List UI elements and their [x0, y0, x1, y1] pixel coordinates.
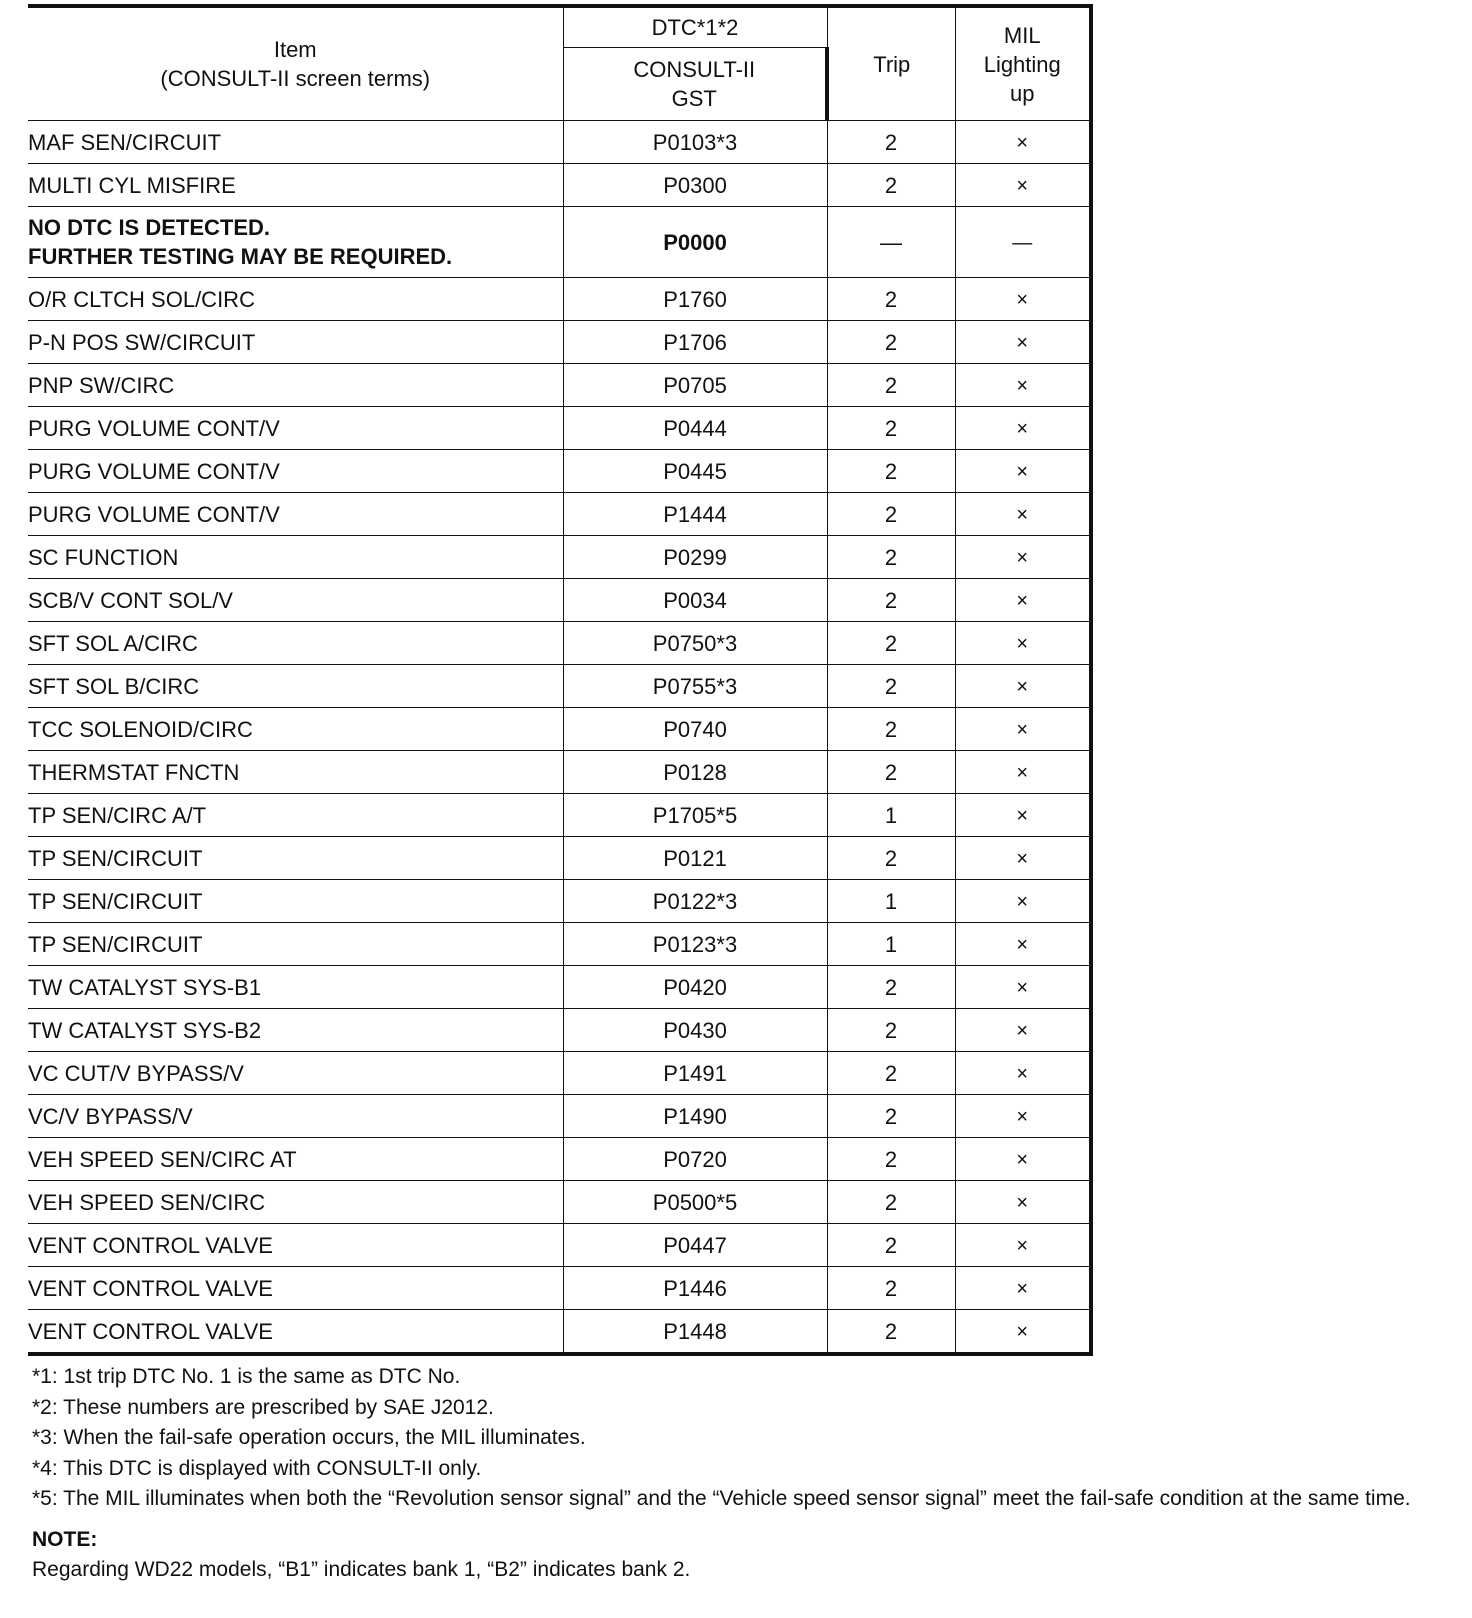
mil-cell [955, 1009, 1091, 1052]
trip-cell: 2 [827, 579, 955, 622]
table-row [28, 321, 1091, 364]
header-consult: CONSULT-II [633, 57, 756, 83]
note-text: Regarding WD22 models, “B1” indicates bank 1, “B2” indicates bank 2. [32, 1558, 691, 1581]
mil-mark: × [1016, 503, 1029, 526]
mil-mark: × [1016, 1105, 1029, 1128]
dtc-code-cell: P1760 [563, 278, 827, 321]
trip-cell: 2 [827, 407, 955, 450]
mil-mark: × [1016, 417, 1029, 440]
item-cell: VEH SPEED SEN/CIRC AT [28, 1138, 563, 1181]
mil-mark: × [1016, 1320, 1029, 1343]
mil-mark: × [1016, 1234, 1029, 1257]
mil-mark: × [1016, 288, 1029, 311]
mil-cell [955, 837, 1091, 880]
mil-cell [955, 450, 1091, 493]
mil-cell [955, 1052, 1091, 1095]
trip-cell: 2 [827, 536, 955, 579]
item-cell: VENT CONTROL VALVE [28, 1310, 563, 1355]
item-cell: SCB/V CONT SOL/V [28, 579, 563, 622]
trip-cell: 2 [827, 622, 955, 665]
footnotes [32, 1362, 1452, 1586]
table-row [28, 450, 1091, 493]
dtc-code-cell: P0122*3 [563, 880, 827, 923]
mil-mark: × [1016, 131, 1029, 154]
header-item [28, 6, 563, 121]
dtc-table-header [28, 6, 1091, 121]
item-cell: PURG VOLUME CONT/V [28, 407, 563, 450]
trip-cell: 2 [827, 1224, 955, 1267]
item-cell: TW CATALYST SYS-B2 [28, 1009, 563, 1052]
header-trip: Trip [827, 6, 955, 121]
item-cell: TP SEN/CIRC A/T [28, 794, 563, 837]
trip-cell: 2 [827, 321, 955, 364]
mil-mark: × [1016, 718, 1029, 741]
dtc-table-body [28, 121, 1091, 1355]
mil-cell [955, 923, 1091, 966]
mil-cell [955, 407, 1091, 450]
mil-mark: × [1016, 632, 1029, 655]
trip-cell: — [827, 207, 955, 278]
item-cell: TCC SOLENOID/CIRC [28, 708, 563, 751]
mil-mark: × [1016, 1191, 1029, 1214]
header-mil-line1: MIL [1003, 22, 1041, 48]
dtc-code-cell: P0705 [563, 364, 827, 407]
mil-mark: × [1016, 1277, 1029, 1300]
dtc-code-cell: P1491 [563, 1052, 827, 1095]
table-row [28, 1138, 1091, 1181]
mil-cell [955, 880, 1091, 923]
footnote: *2: These numbers are prescribed by SAE J2012. [32, 1395, 494, 1419]
item-cell: VC CUT/V BYPASS/V [28, 1052, 563, 1095]
dtc-code-cell: P1705*5 [563, 794, 827, 837]
mil-cell [955, 321, 1091, 364]
item-cell: SFT SOL B/CIRC [28, 665, 563, 708]
table-row [28, 364, 1091, 407]
mil-mark: × [1016, 890, 1029, 913]
dtc-code-cell: P0445 [563, 450, 827, 493]
table-row [28, 1009, 1091, 1052]
dtc-code-cell: P0103*3 [563, 121, 827, 164]
mil-cell [955, 708, 1091, 751]
dtc-code-cell: P0740 [563, 708, 827, 751]
trip-cell: 2 [827, 751, 955, 794]
trip-cell: 2 [827, 1095, 955, 1138]
mil-cell [955, 164, 1091, 207]
mil-cell [955, 207, 1091, 278]
table-row [28, 407, 1091, 450]
trip-cell: 2 [827, 278, 955, 321]
dtc-code-cell: P0000 [563, 207, 827, 278]
trip-cell: 2 [827, 1009, 955, 1052]
table-row [28, 1095, 1091, 1138]
table-row [28, 923, 1091, 966]
table-row [28, 665, 1091, 708]
footnote: *1: 1st trip DTC No. 1 is the same as DTC No. [32, 1365, 461, 1388]
table-row [28, 622, 1091, 665]
mil-mark: × [1016, 460, 1029, 483]
dtc-code-cell: P0720 [563, 1138, 827, 1181]
table-row [28, 278, 1091, 321]
trip-cell: 2 [827, 450, 955, 493]
item-text-line2: FURTHER TESTING MAY BE REQUIRED. [28, 244, 453, 269]
table-row [28, 880, 1091, 923]
trip-cell: 2 [827, 1138, 955, 1181]
trip-cell: 1 [827, 923, 955, 966]
dtc-table [28, 4, 1093, 1356]
trip-cell: 2 [827, 1052, 955, 1095]
mil-cell [955, 665, 1091, 708]
trip-cell: 2 [827, 665, 955, 708]
dtc-code-cell: P0121 [563, 837, 827, 880]
dtc-code-cell: P1706 [563, 321, 827, 364]
header-item-title: Item [273, 37, 317, 62]
mil-mark: × [1016, 589, 1029, 612]
dtc-code-cell: P0444 [563, 407, 827, 450]
header-item-subtitle: (CONSULT-II screen terms) [160, 66, 431, 91]
header-mil-line2: Lighting [983, 51, 1061, 77]
trip-cell: 1 [827, 794, 955, 837]
table-row [28, 536, 1091, 579]
item-cell: TP SEN/CIRCUIT [28, 880, 563, 923]
mil-cell [955, 278, 1091, 321]
mil-cell [955, 622, 1091, 665]
mil-mark: × [1016, 1062, 1029, 1085]
mil-mark: × [1016, 1019, 1029, 1042]
item-cell: PURG VOLUME CONT/V [28, 493, 563, 536]
table-row [28, 121, 1091, 164]
dtc-code-cell: P0430 [563, 1009, 827, 1052]
dtc-code-cell: P0420 [563, 966, 827, 1009]
note-title: NOTE: [32, 1527, 98, 1551]
item-cell: PURG VOLUME CONT/V [28, 450, 563, 493]
item-cell: MAF SEN/CIRCUIT [28, 121, 563, 164]
footnote: *5: The MIL illuminates when both the “Revolution sensor signal” and the “Vehicle speed sensor signal” meet the fail-safe condition at the same time. [32, 1487, 1411, 1510]
item-cell: TP SEN/CIRCUIT [28, 923, 563, 966]
item-cell: MULTI CYL MISFIRE [28, 164, 563, 207]
table-row [28, 751, 1091, 794]
item-cell: VENT CONTROL VALVE [28, 1267, 563, 1310]
dtc-code-cell: P0750*3 [563, 622, 827, 665]
table-row [28, 207, 1091, 278]
trip-cell: 2 [827, 837, 955, 880]
item-cell: TW CATALYST SYS-B1 [28, 966, 563, 1009]
table-row [28, 1267, 1091, 1310]
table-row [28, 1052, 1091, 1095]
trip-cell: 2 [827, 1267, 955, 1310]
mil-cell [955, 1138, 1091, 1181]
mil-cell [955, 579, 1091, 622]
mil-cell [955, 121, 1091, 164]
item-cell: PNP SW/CIRC [28, 364, 563, 407]
mil-cell [955, 493, 1091, 536]
mil-cell [955, 1181, 1091, 1224]
header-mil-line3: up [1010, 80, 1035, 106]
header-consult-gst [563, 48, 827, 121]
trip-cell: 2 [827, 121, 955, 164]
mil-cell [955, 1310, 1091, 1355]
trip-cell: 2 [827, 1181, 955, 1224]
footnote: *4: This DTC is displayed with CONSULT-II only. [32, 1456, 482, 1480]
table-row [28, 708, 1091, 751]
mil-mark: × [1016, 804, 1029, 827]
dtc-code-cell: P0128 [563, 751, 827, 794]
mil-mark: × [1016, 374, 1029, 397]
trip-cell: 2 [827, 164, 955, 207]
trip-cell: 1 [827, 880, 955, 923]
item-cell: VC/V BYPASS/V [28, 1095, 563, 1138]
mil-cell [955, 751, 1091, 794]
item-cell: THERMSTAT FNCTN [28, 751, 563, 794]
mil-cell [955, 1267, 1091, 1310]
mil-mark: × [1016, 174, 1029, 197]
mil-cell [955, 794, 1091, 837]
mil-mark: × [1016, 331, 1029, 354]
table-row [28, 1224, 1091, 1267]
table-row [28, 966, 1091, 1009]
mil-mark: × [1016, 1148, 1029, 1171]
mil-mark: × [1016, 933, 1029, 956]
mil-mark: — [1012, 231, 1033, 254]
dtc-code-cell: P1448 [563, 1310, 827, 1355]
mil-mark: × [1016, 675, 1029, 698]
mil-mark: × [1016, 546, 1029, 569]
header-dtc: DTC*1*2 [563, 6, 827, 48]
table-row [28, 837, 1091, 880]
table-row [28, 164, 1091, 207]
table-row [28, 493, 1091, 536]
dtc-code-cell: P1446 [563, 1267, 827, 1310]
item-cell [28, 207, 563, 278]
dtc-code-cell: P0500*5 [563, 1181, 827, 1224]
dtc-code-cell: P0034 [563, 579, 827, 622]
mil-cell [955, 536, 1091, 579]
dtc-code-cell: P0300 [563, 164, 827, 207]
item-cell: SC FUNCTION [28, 536, 563, 579]
item-cell: VEH SPEED SEN/CIRC [28, 1181, 563, 1224]
trip-cell: 2 [827, 966, 955, 1009]
mil-cell [955, 1095, 1091, 1138]
mil-cell [955, 966, 1091, 1009]
mil-mark: × [1016, 761, 1029, 784]
table-row [28, 579, 1091, 622]
mil-mark: × [1016, 976, 1029, 999]
item-cell: O/R CLTCH SOL/CIRC [28, 278, 563, 321]
item-cell: TP SEN/CIRCUIT [28, 837, 563, 880]
dtc-code-cell: P1444 [563, 493, 827, 536]
trip-cell: 2 [827, 364, 955, 407]
item-cell: P-N POS SW/CIRCUIT [28, 321, 563, 364]
mil-cell [955, 1224, 1091, 1267]
mil-mark: × [1016, 847, 1029, 870]
item-cell: VENT CONTROL VALVE [28, 1224, 563, 1267]
trip-cell: 2 [827, 493, 955, 536]
header-gst: GST [671, 86, 717, 112]
dtc-code-cell: P0123*3 [563, 923, 827, 966]
trip-cell: 2 [827, 1310, 955, 1355]
mil-cell [955, 364, 1091, 407]
trip-cell: 2 [827, 708, 955, 751]
item-text-line1: NO DTC IS DETECTED. [28, 215, 271, 240]
table-row [28, 794, 1091, 837]
item-cell: SFT SOL A/CIRC [28, 622, 563, 665]
table-row [28, 1310, 1091, 1355]
dtc-code-cell: P1490 [563, 1095, 827, 1138]
table-row [28, 1181, 1091, 1224]
dtc-code-cell: P0755*3 [563, 665, 827, 708]
dtc-code-cell: P0299 [563, 536, 827, 579]
header-mil [955, 6, 1091, 121]
footnote: *3: When the fail-safe operation occurs, the MIL illuminates. [32, 1426, 586, 1449]
dtc-code-cell: P0447 [563, 1224, 827, 1267]
